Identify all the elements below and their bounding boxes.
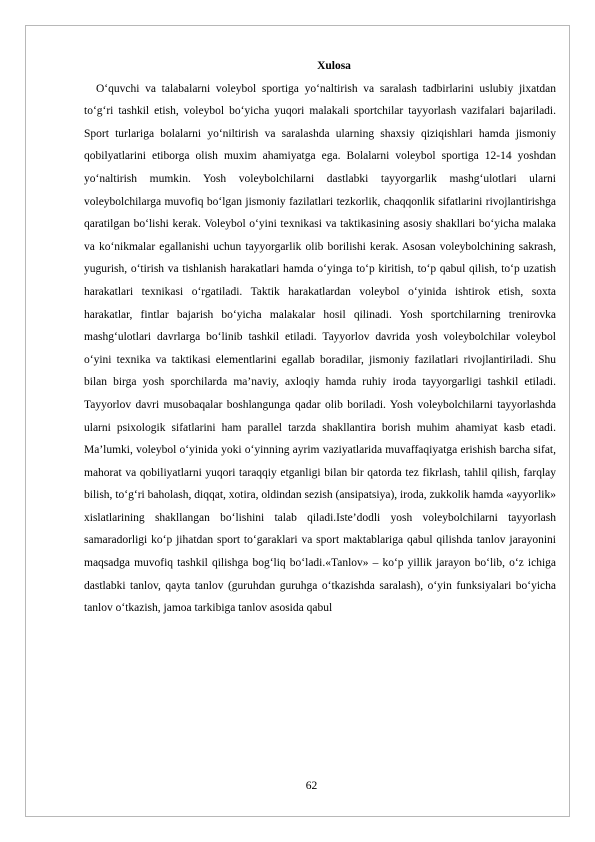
page-number: 62 [305,780,318,792]
document-body [84,55,556,620]
body-paragraph: O‘quvchi va talabalarni voleybol sportiga yo‘naltirish va saralash tadbirlarini uslubiy jixatdan to‘g‘ri tashkil etish, voleybol bo‘yicha yuqori malakali sportchilar tayyorlash vazifalari bajariladi. Sport turlariga bolalarni yo‘niltirish va saralashda ularning shaxsiy qiziqishlari hamda jismoniy qobilyatlarini etiborga olish muxim ahamiyatga ega. Bolalarni voleybol sportiga 12-14 yoshdan yo‘naltirish mumkin. Yosh voleybolchilarni dastlabki tayyorgarlik mashg‘ulotlari ularni voleybolchilarga muvofiq bo‘lgan jismoniy fazilatlari tezkorlik, chaqqonlik sifatlarini rivojlantirishga qaratilgan bo‘lishi kerak. Voleybol o‘yini texnikasi va taktikasining asosiy shakllari bo‘yicha malaka va ko‘nikmalar egallanishi uchun tayyorgarlik olib borilishi kerak. Asosan voleybolchining sakrash, yugurish, o‘tirish va tishlanish harakatlari hamda o‘yinga to‘p kiritish, to‘p qabul qilish, to‘p uzatish harakatlari texnikasi o‘rgatiladi. Taktik harakatlardan voleybol o‘yinida ishtirok etish, soxta harakatlar, fintlar bajarish bo‘yicha malakalar hosil qilinadi. Yosh sportchilarning trenirovka mashg‘ulotlari davrlarga bo‘linib tashkil etiladi. Tayyorlov davrida yosh voleybolchilar voleybol o‘yini texnika va taktikasi elementlarini egallab boradilar, jismoniy fazilatlari rivojlantiriladi. Shu bilan birga yosh sporchilarda ma’naviy, axloqiy hamda ruhiy iroda tayyorgarligi tashkil etiladi. Tayyorlov davri musobaqalar boshlangunga qadar olib boriladi. Yosh voleybolchilarni tayyorlashda ularni psixologik sifatlarini ham parallel tarzda shakllantira borish muhim ahamiyat kasb etadi. Ma’lumki, voleybol o‘yinida yoki o‘yinning ayrim vaziyatlarida muvaffaqiyatga erishish barcha sifat, mahorat va qobiliyatlarni yuqori taraqqiy etganligi bilan bir qatorda tez fikrlash, tahlil qilish, farqlay bilish, to‘g‘ri baholash, diqqat, xotira, oldindan sezish (ansipatsiya), iroda, zukkolik hamda «ayyorlik» xislatlarining shakllangan bo‘lishini talab qiladi.Iste’dodli yosh voleybolchilarni tayyorlash samaradorligi ko‘p jihatdan sport to‘garaklari va sport maktablariga qabul qilishda tanlov jarayonini maqsadga muvofiq tashkil qilishga bog‘liq bo‘ladi.«Tanlov» – ko‘p yillik jarayon bo‘lib, o‘z ichiga dastlabki tanlov, qayta tanlov (guruhdan guruhga o‘tkazishda saralash), o‘yin funksiyalari bo‘yicha tanlov o‘tkazish, jamoa tarkibiga tanlov asosida qabul [84,82,556,615]
section-title: Xulosa [317,60,351,72]
